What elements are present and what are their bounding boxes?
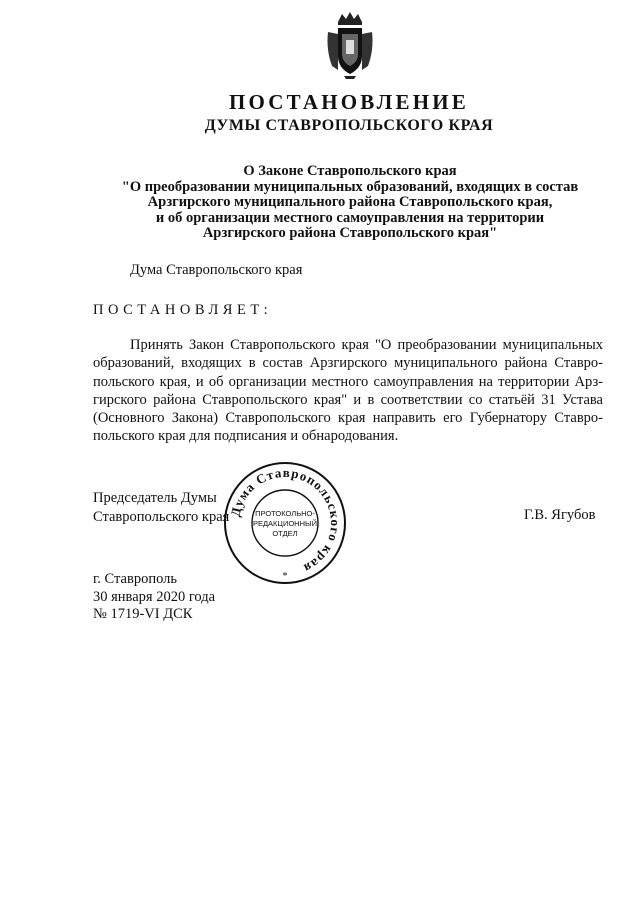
- signatory-title-line: Ставропольского края: [93, 508, 230, 525]
- stamp-ring-text: Дума Ставропольского края: [227, 464, 344, 577]
- coat-of-arms-icon: [324, 10, 376, 80]
- stamp-center-line: РЕДАКЦИОННЫЙ: [252, 519, 318, 528]
- issuer-heading: ДУМЫ СТАВРОПОЛЬСКОГО КРАЯ: [204, 117, 494, 134]
- law-title-line: "О преобразовании муниципальных образований, входящих в состав: [121, 178, 579, 195]
- law-title-line: Арзгирского района Ставропольского края": [202, 225, 498, 241]
- document-type-heading: ПОСТАНОВЛЕНИЕ: [228, 90, 470, 114]
- body-line: Принять Закон Ставропольского края "О преобразовании муниципальных: [130, 337, 603, 353]
- resolves-heading: ПОСТАНОВЛЯЕТ:: [93, 302, 273, 318]
- signatory-name: Г.В. Ягубов: [524, 507, 596, 523]
- footer-number: № 1719-VI ДСК: [93, 606, 193, 622]
- body-line: образований, входящих в состав Арзгирского муниципального района Ставро-: [93, 355, 603, 372]
- footer-date: 30 января 2020 года: [93, 588, 216, 605]
- document-footer: [93, 571, 215, 624]
- signatory-title-line: Председатель Думы: [93, 490, 217, 506]
- stamp-center-line: ПРОТОКОЛЬНО-: [255, 509, 315, 518]
- law-title-line: О Законе Ставропольского края: [243, 163, 457, 179]
- stamp-center-line: ОТДЕЛ: [272, 529, 298, 538]
- body-line: гирского района Ставропольского края" и в соответствии со статьёй 31 Устава: [93, 391, 603, 408]
- body-line: польского края для подписания и обнародования.: [93, 428, 399, 445]
- body-line: польского края, и об организации местного самоуправления на территории Арз-: [93, 373, 603, 390]
- preamble: Дума Ставропольского края: [130, 262, 303, 278]
- law-title-line: и об организации местного самоуправления на территории: [155, 209, 545, 226]
- signatory-title: [93, 489, 229, 526]
- stamp-star: *: [282, 571, 288, 582]
- footer-city: г. Ставрополь: [93, 571, 178, 587]
- official-stamp: [222, 460, 348, 586]
- resolution-body: [93, 336, 603, 446]
- law-title: [60, 164, 640, 242]
- body-line: (Основного Закона) Ставропольского края направить его Губернатору Ставро-: [93, 410, 603, 427]
- law-title-line: Арзгирского муниципального района Ставропольского края,: [147, 194, 553, 210]
